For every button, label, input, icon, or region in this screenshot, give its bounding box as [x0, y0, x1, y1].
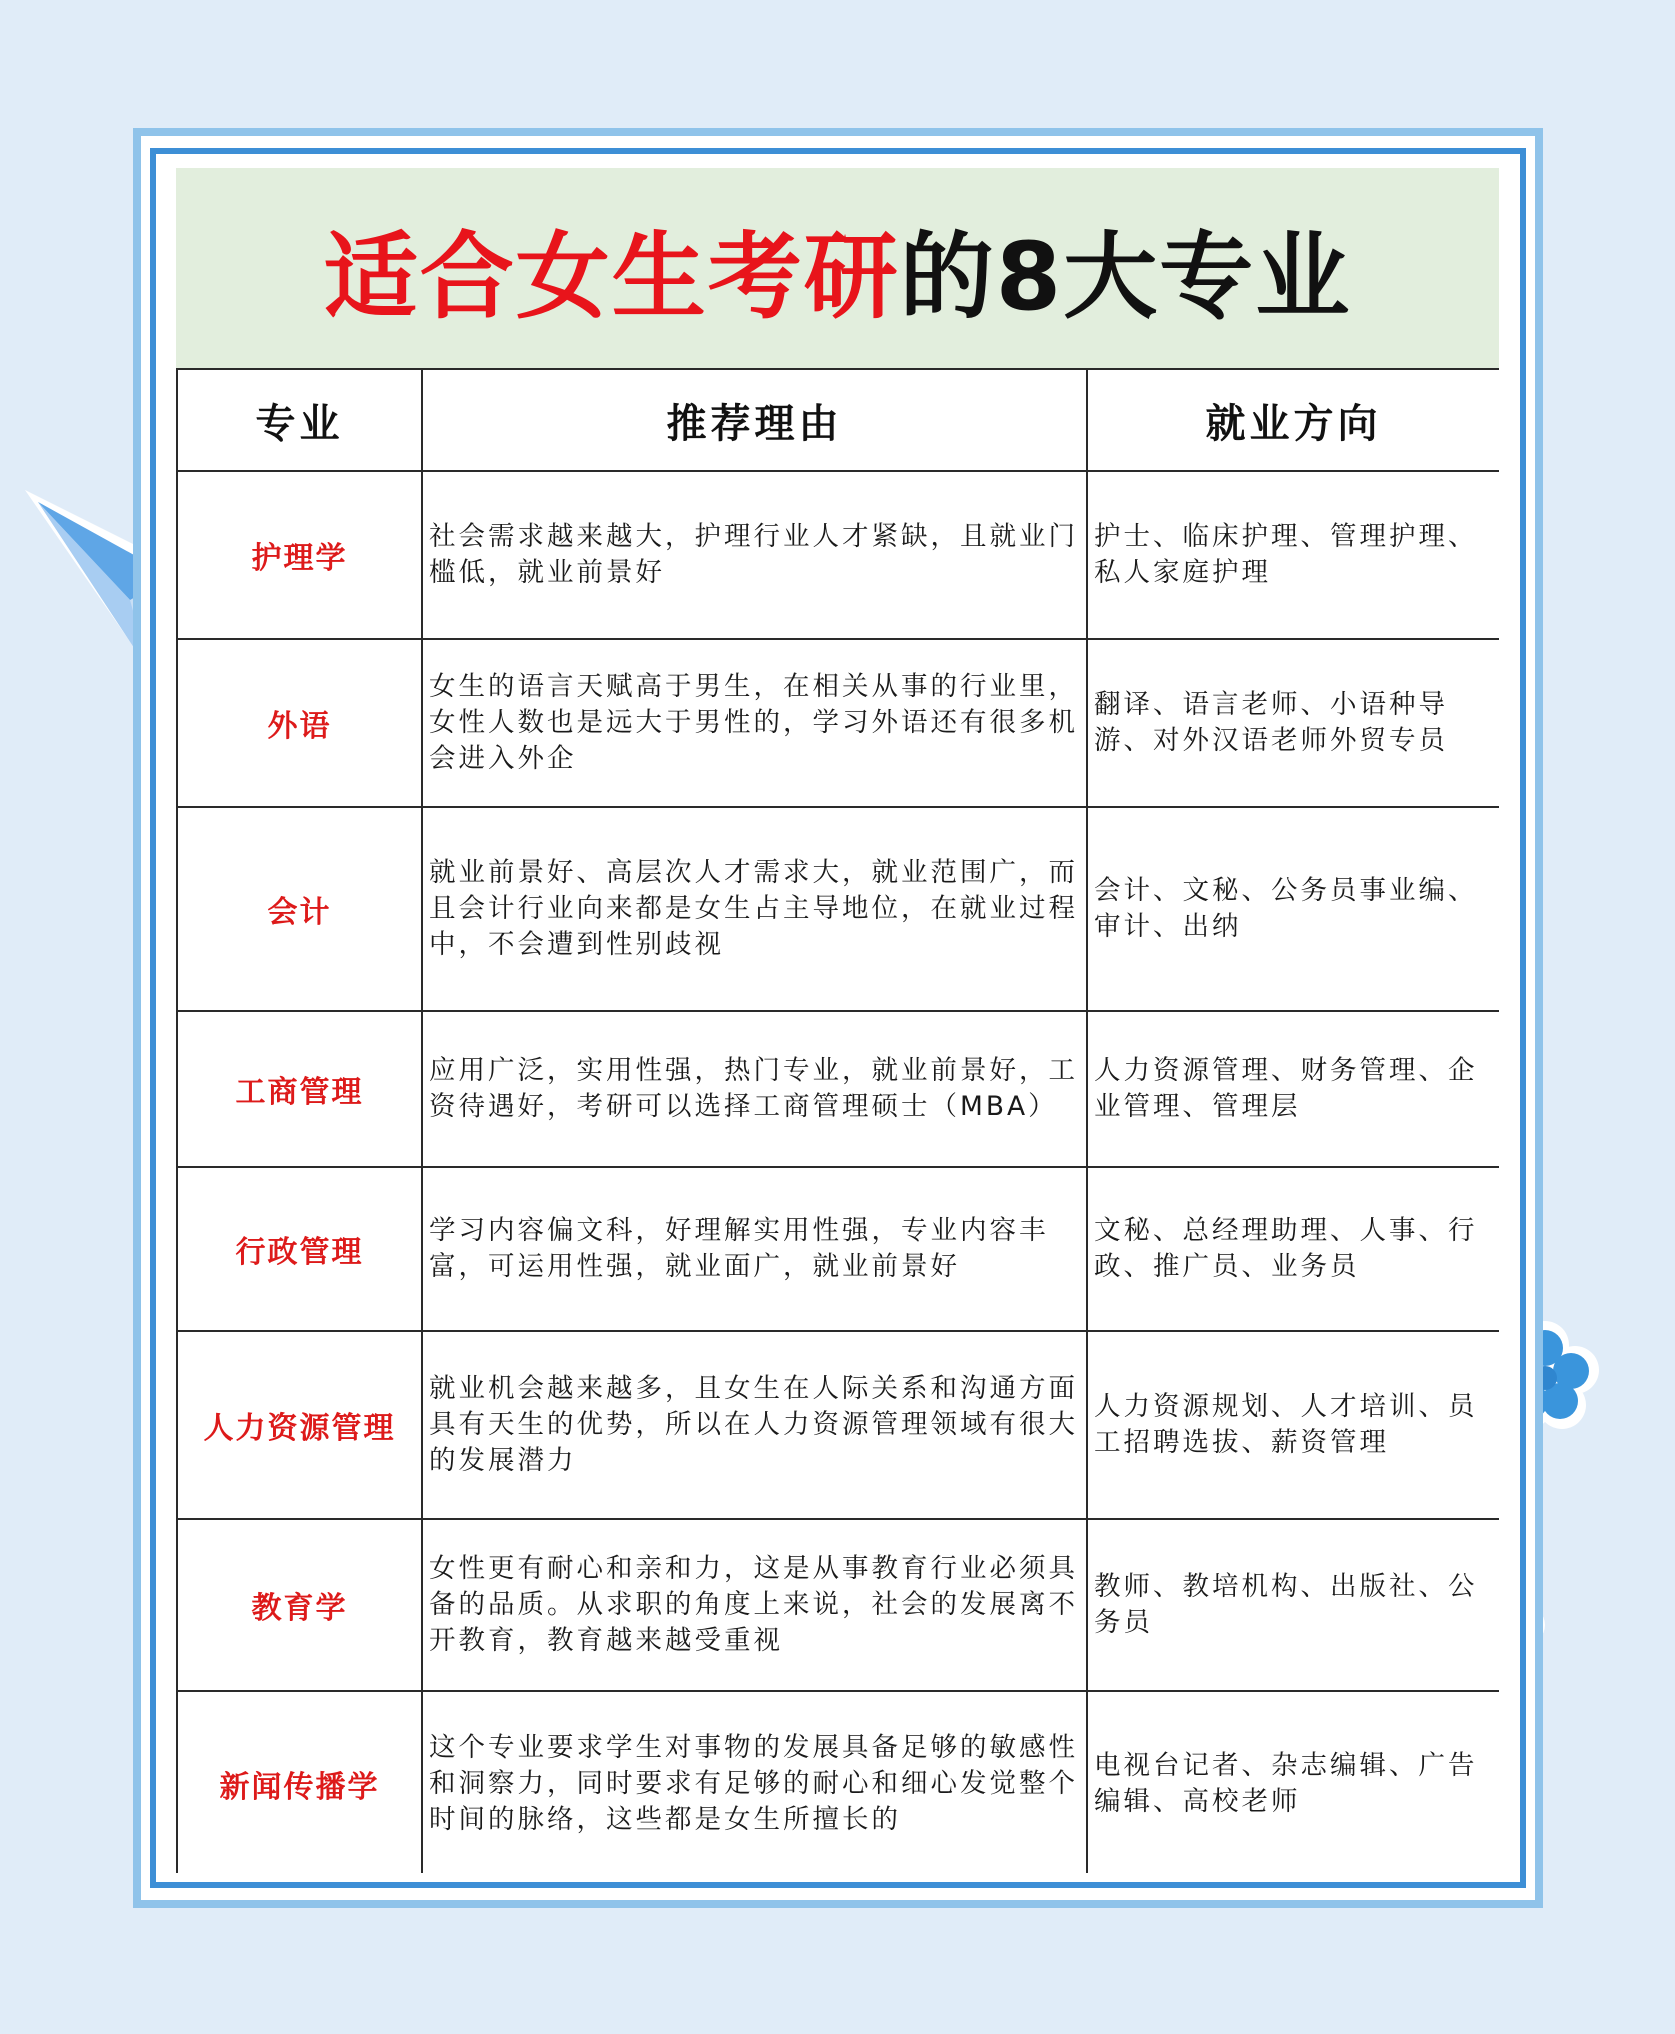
major-name: 会计 — [177, 807, 422, 1011]
major-name: 工商管理 — [177, 1011, 422, 1167]
career-text: 会计、文秘、公务员事业编、审计、出纳 — [1087, 807, 1499, 1011]
career-text: 文秘、总经理助理、人事、行政、推广员、业务员 — [1087, 1167, 1499, 1331]
reason-text: 女性更有耐心和亲和力，这是从事教育行业必须具备的品质。从求职的角度上来说，社会的发展离不开教育，教育越来越受重视 — [422, 1519, 1087, 1691]
table-row — [177, 807, 1499, 1011]
title-band — [176, 168, 1499, 368]
table-row — [177, 1691, 1499, 1873]
major-name: 教育学 — [177, 1519, 422, 1691]
major-name: 外语 — [177, 639, 422, 807]
table-header-row — [177, 369, 1499, 471]
career-text: 护士、临床护理、管理护理、私人家庭护理 — [1087, 471, 1499, 639]
reason-text: 应用广泛，实用性强，热门专业，就业前景好，工资待遇好，考研可以选择工商管理硕士（MBA） — [422, 1011, 1087, 1167]
reason-text: 学习内容偏文科，好理解实用性强，专业内容丰富，可运用性强，就业面广，就业前景好 — [422, 1167, 1087, 1331]
career-text: 人力资源规划、人才培训、员工招聘选拔、薪资管理 — [1087, 1331, 1499, 1519]
major-name: 人力资源管理 — [177, 1331, 422, 1519]
table-row — [177, 1011, 1499, 1167]
majors-table — [176, 368, 1499, 1873]
major-name: 护理学 — [177, 471, 422, 639]
table-row — [177, 1519, 1499, 1691]
career-text: 翻译、语言老师、小语种导游、对外汉语老师外贸专员 — [1087, 639, 1499, 807]
career-text: 电视台记者、杂志编辑、广告编辑、高校老师 — [1087, 1691, 1499, 1873]
major-name: 行政管理 — [177, 1167, 422, 1331]
content-card — [176, 168, 1499, 1873]
table-row — [177, 471, 1499, 639]
table-row — [177, 1331, 1499, 1519]
reason-text: 就业前景好、高层次人才需求大，就业范围广，而且会计行业向来都是女生占主导地位，在就业过程中，不会遭到性别歧视 — [422, 807, 1087, 1011]
table-row — [177, 1167, 1499, 1331]
reason-text: 女生的语言天赋高于男生，在相关从事的行业里，女性人数也是远大于男性的，学习外语还有很多机会进入外企 — [422, 639, 1087, 807]
column-header-reason: 推荐理由 — [422, 369, 1087, 471]
reason-text: 这个专业要求学生对事物的发展具备足够的敏感性和洞察力，同时要求有足够的耐心和细心发觉整个时间的脉络，这些都是女生所擅长的 — [422, 1691, 1087, 1873]
reason-text: 社会需求越来越大，护理行业人才紧缺，且就业门槛低，就业前景好 — [422, 471, 1087, 639]
column-header-major: 专业 — [177, 369, 422, 471]
career-text: 教师、教培机构、出版社、公务员 — [1087, 1519, 1499, 1691]
title-rest: 的8大专业 — [899, 222, 1352, 332]
reason-text: 就业机会越来越多，且女生在人际关系和沟通方面具有天生的优势，所以在人力资源管理领域有很大的发展潜力 — [422, 1331, 1087, 1519]
title-highlight: 适合女生考研 — [323, 222, 900, 332]
major-name: 新闻传播学 — [177, 1691, 422, 1873]
column-header-career: 就业方向 — [1087, 369, 1499, 471]
table-row — [177, 639, 1499, 807]
page-title — [324, 201, 1351, 336]
career-text: 人力资源管理、财务管理、企业管理、管理层 — [1087, 1011, 1499, 1167]
